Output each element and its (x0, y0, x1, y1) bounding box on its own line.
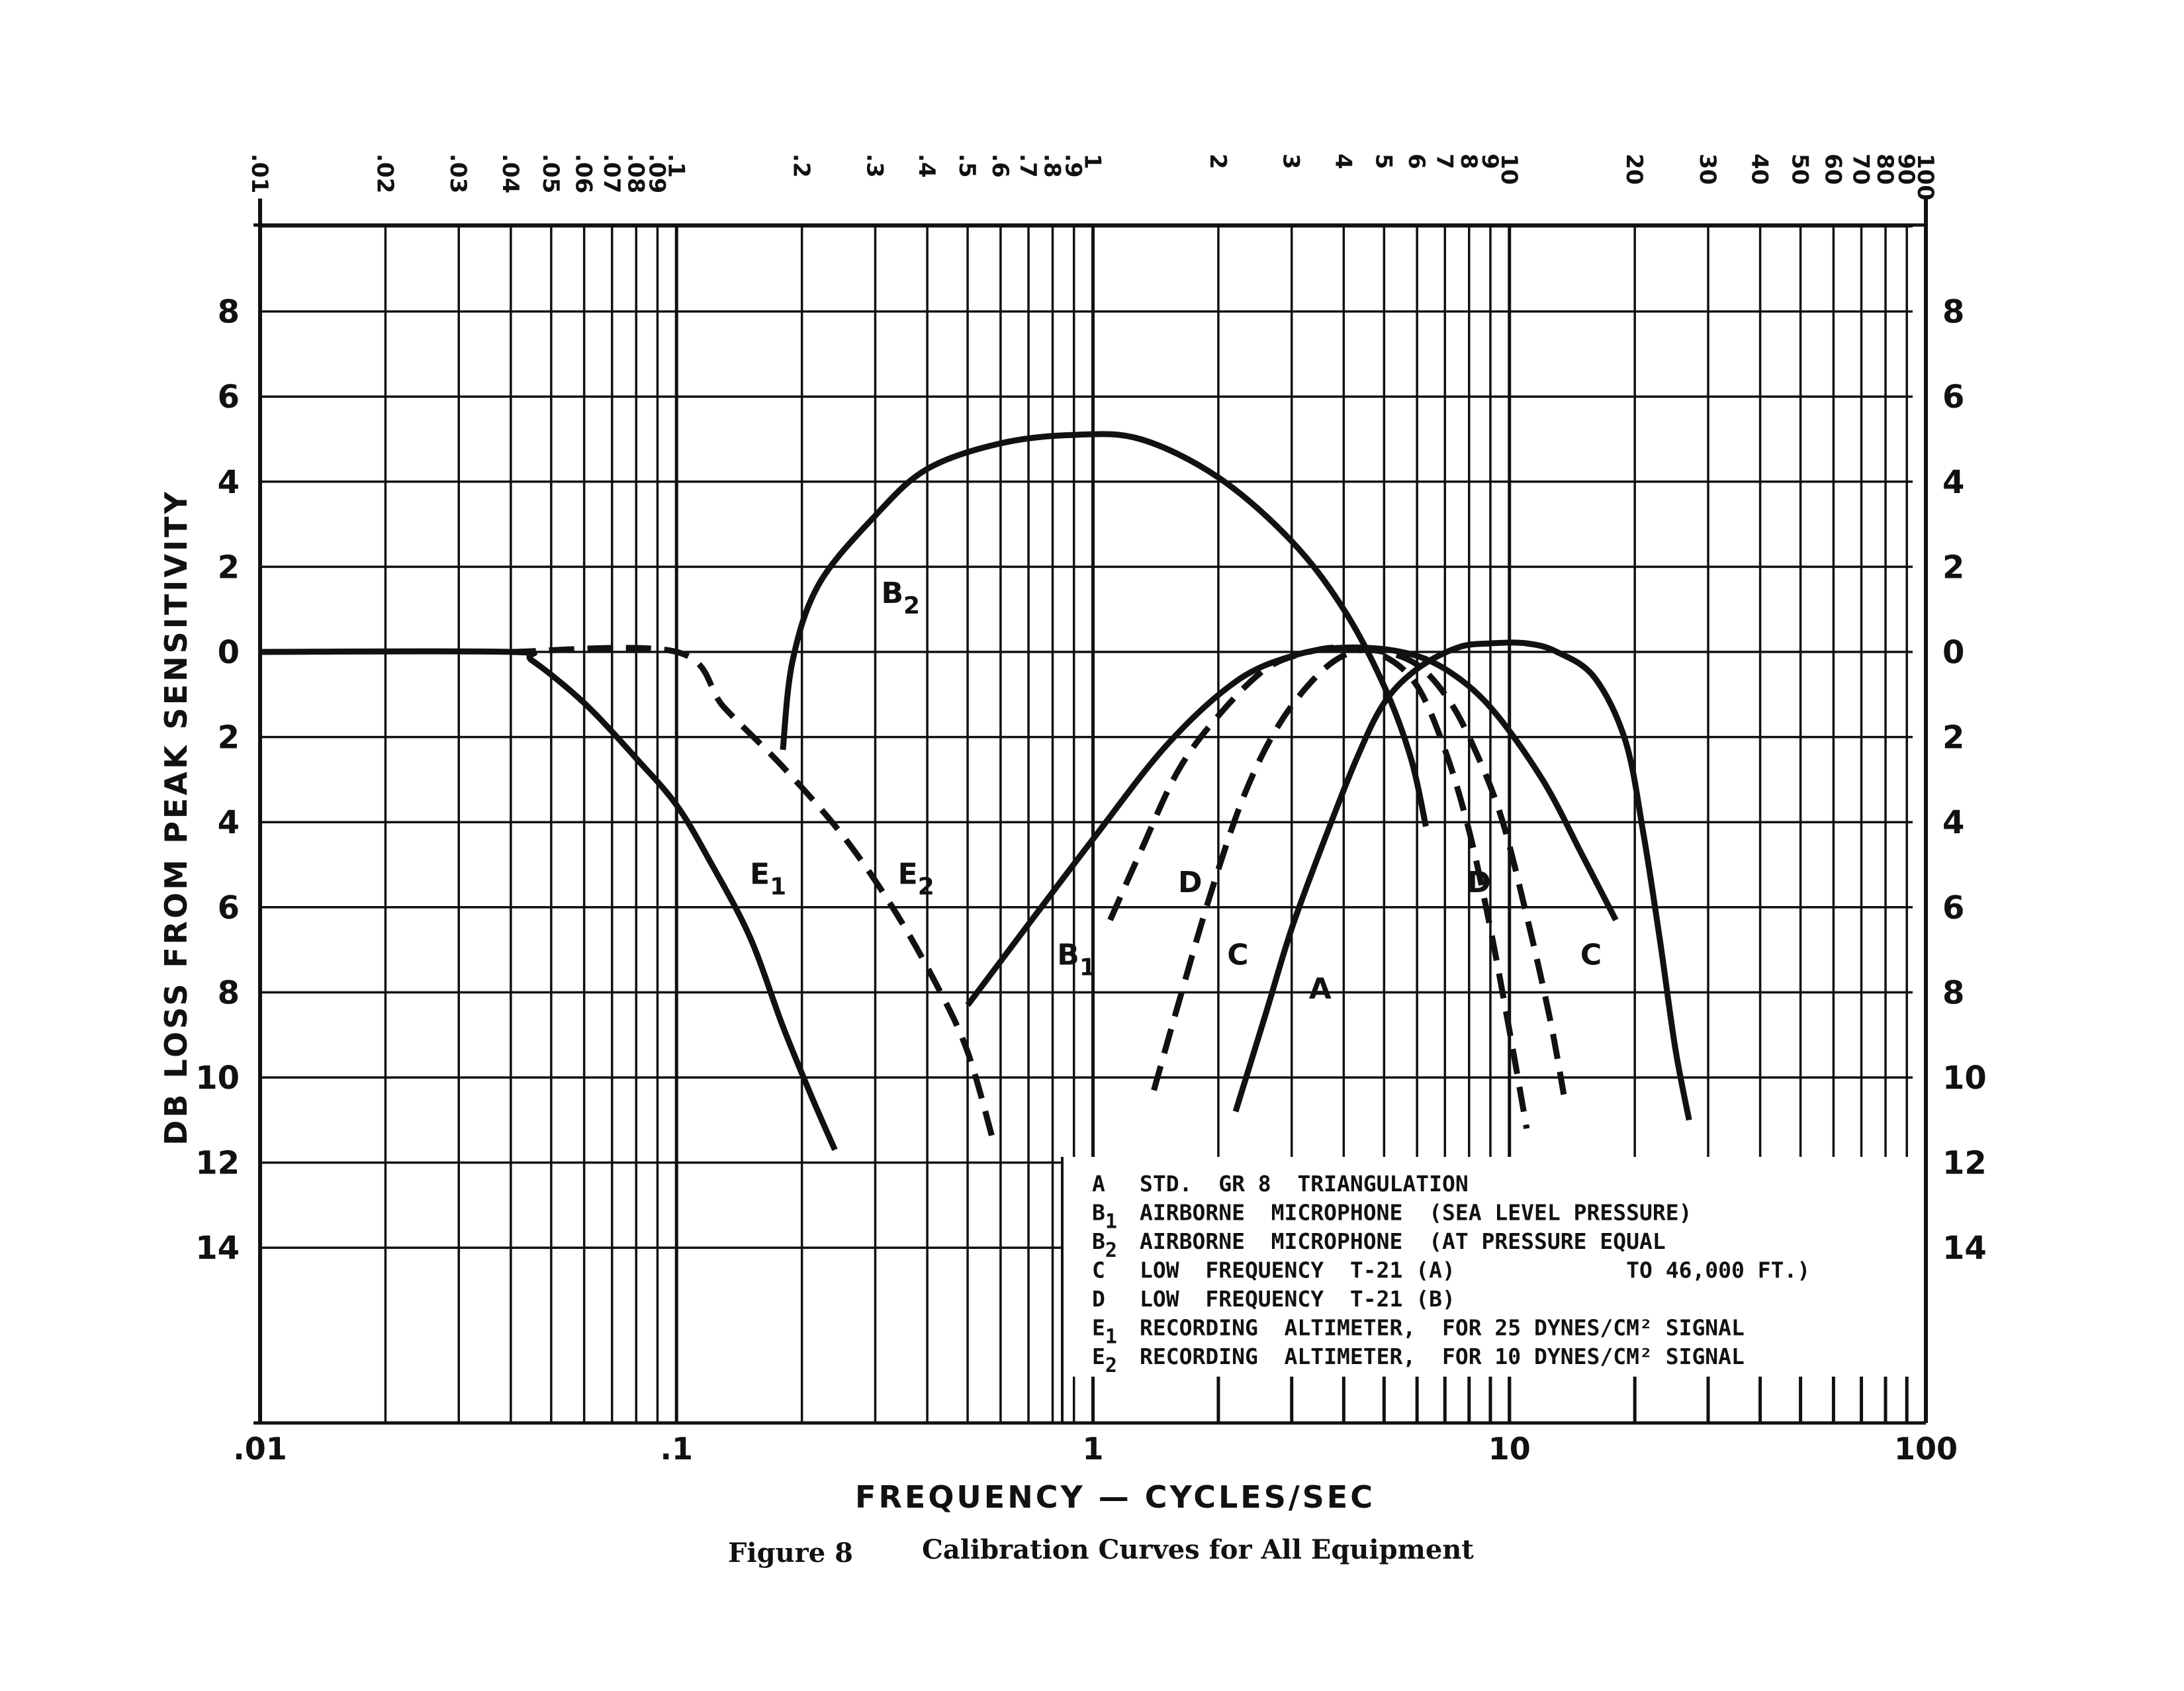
x-tick-label-top: 8 (1455, 154, 1482, 169)
x-tick-label-top: 4 (1330, 154, 1357, 169)
series-label-d: D (1467, 866, 1491, 900)
series-label-d: D (1177, 866, 1203, 900)
x-tick-label-top: .9 (1060, 154, 1087, 178)
x-tick-label-top: .1 (662, 154, 690, 178)
series-line-c (1154, 650, 1564, 1095)
x-tick-label-top: .8 (1038, 154, 1066, 178)
x-tick-label-top: 90 (1893, 154, 1920, 185)
x-tick-label-top: 6 (1403, 154, 1430, 169)
x-tick-label-top: .03 (445, 154, 472, 194)
legend-key-subscript: 2 (1105, 1354, 1117, 1377)
x-tick-label-top: 9 (1476, 154, 1503, 169)
x-tick-label-top: 40 (1746, 154, 1773, 185)
series-b2 (783, 434, 1426, 827)
legend-entry: RECORDING ALTIMETER, FOR 10 DYNES/CM² SIGNAL (1140, 1344, 1745, 1369)
series-line-b2 (783, 434, 1426, 827)
series-label-b2: $B_2$ (881, 576, 921, 619)
x-tick-label-top: .7 (1015, 154, 1042, 178)
x-tick-label-top: 30 (1694, 154, 1721, 185)
y-tick-label-right: 6 (1942, 379, 1965, 416)
series-d (1111, 647, 1527, 1128)
x-tick-label-top: 60 (1819, 154, 1846, 185)
y-tick-label-right: 4 (1942, 804, 1965, 842)
x-tick-label-top: 20 (1621, 154, 1648, 185)
legend-entry: LOW FREQUENCY T-21 (A) TO 46,000 FT.) (1140, 1257, 1811, 1283)
legend-key: A (1092, 1171, 1105, 1197)
series-a (1236, 643, 1689, 1120)
y-tick-label-right: 2 (1942, 719, 1965, 756)
x-tick-label-bottom: 1 (1082, 1431, 1104, 1467)
series-line-a (1236, 643, 1689, 1120)
series-label-subscript: 2 (903, 592, 921, 619)
figure-caption: Calibration Curves for All Equipment (922, 1534, 1474, 1565)
x-tick-label-top: .02 (371, 154, 398, 194)
series-line-e1 (260, 651, 835, 1150)
series-label-a: A (1308, 972, 1332, 1006)
y-tick-label-right: 8 (1942, 974, 1965, 1012)
x-tick-label-top: .2 (788, 154, 815, 178)
series-e1 (260, 651, 835, 1150)
legend-key: E1 (1092, 1314, 1117, 1349)
y-tick-label-left: 2 (217, 549, 240, 586)
x-tick-label-top: .07 (598, 154, 625, 194)
y-tick-label-left: 10 (195, 1060, 240, 1097)
y-tick-label-right: 8 (1942, 293, 1965, 331)
legend-entry: AIRBORNE MICROPHONE (AT PRESSURE EQUAL (1140, 1228, 1666, 1254)
x-tick-label-top: 100 (1912, 154, 1938, 201)
x-tick-label-bottom: .1 (660, 1431, 693, 1467)
y-tick-label-left: 4 (217, 463, 240, 501)
legend-key: E2 (1092, 1344, 1117, 1377)
x-tick-label-top: .04 (496, 154, 523, 194)
x-tick-label-top: .08 (622, 154, 649, 194)
y-tick-label-left: 4 (217, 804, 240, 842)
legend-entry: AIRBORNE MICROPHONE (SEA LEVEL PRESSURE) (1140, 1199, 1692, 1226)
x-tick-label-top: .4 (913, 154, 940, 178)
y-tick-label-left: 8 (217, 974, 240, 1012)
legend-key-subscript: 1 (1105, 1325, 1117, 1349)
series-label-b1: $B_1$ (1057, 938, 1096, 982)
x-tick-label-top: 1 (1079, 154, 1106, 169)
x-tick-label-top: .09 (643, 154, 670, 194)
series-label-e2: $E_2$ (897, 857, 934, 901)
y-tick-label-left: 6 (217, 889, 240, 927)
y-tick-label-left: 8 (217, 293, 240, 331)
y-tick-label-right: 2 (1942, 549, 1965, 586)
series-line-d (1111, 647, 1527, 1128)
x-tick-label-top: .5 (954, 154, 981, 178)
x-tick-label-top: 50 (1786, 154, 1813, 185)
y-axis-title: DB LOSS FROM PEAK SENSITIVITY (158, 489, 194, 1146)
x-tick-label-top: .01 (246, 154, 273, 194)
series-layer (260, 434, 1689, 1150)
x-tick-label-top: 2 (1204, 154, 1231, 169)
y-tick-label-right: 0 (1942, 634, 1965, 671)
series-label-e1: $E_1$ (750, 857, 787, 901)
y-tick-label-right: 6 (1942, 889, 1965, 927)
legend-key: B1 (1092, 1199, 1117, 1234)
series-label-subscript: 1 (770, 873, 787, 901)
y-tick-label-right: 10 (1942, 1060, 1987, 1097)
x-tick-label-top: .6 (986, 154, 1013, 178)
x-tick-label-top: 10 (1495, 154, 1522, 185)
x-tick-label-top: 3 (1277, 154, 1304, 169)
series-label-c: C (1227, 938, 1249, 972)
y-tick-label-left: 14 (195, 1230, 240, 1267)
y-tick-label-right: 14 (1942, 1230, 1987, 1267)
legend-key: C (1092, 1257, 1105, 1283)
y-tick-label-left: 2 (217, 719, 240, 756)
legend-entry: STD. GR 8 TRIANGULATION (1140, 1171, 1469, 1197)
x-tick-label-top: .3 (861, 154, 888, 178)
x-tick-label-bottom: 10 (1488, 1431, 1531, 1467)
legend-key-subscript: 1 (1105, 1210, 1117, 1234)
series-label-c: C (1580, 938, 1602, 972)
y-tick-label-left: 0 (217, 634, 240, 671)
legend-key: D (1092, 1286, 1105, 1312)
x-tick-label-top: 5 (1370, 154, 1397, 169)
legend-key: B2 (1092, 1228, 1117, 1262)
x-tick-label-top: 7 (1431, 154, 1458, 169)
y-tick-label-left: 6 (217, 379, 240, 416)
y-tick-label-right: 4 (1942, 463, 1965, 501)
legend-key-subscript: 2 (1105, 1239, 1117, 1262)
x-axis-title: FREQUENCY — CYCLES/SEC (855, 1479, 1375, 1515)
figure-number: Figure 8 (728, 1537, 853, 1569)
x-tick-label-top: .05 (537, 154, 564, 194)
series-label-subscript: 2 (917, 873, 934, 901)
legend (1062, 1157, 1916, 1423)
legend-entry: RECORDING ALTIMETER, FOR 25 DYNES/CM² SIGNAL (1140, 1314, 1745, 1341)
legend-entry: LOW FREQUENCY T-21 (B) (1140, 1286, 1455, 1312)
x-tick-label-bottom: 100 (1893, 1431, 1958, 1467)
series-label-subscript: 1 (1079, 954, 1096, 982)
y-tick-label-left: 12 (195, 1144, 240, 1182)
x-tick-label-bottom: .01 (233, 1431, 287, 1467)
x-tick-label-top: 70 (1847, 154, 1874, 185)
x-tick-label-top: 80 (1872, 154, 1899, 185)
y-tick-label-right: 12 (1942, 1144, 1987, 1182)
x-tick-label-top: .06 (570, 154, 597, 194)
